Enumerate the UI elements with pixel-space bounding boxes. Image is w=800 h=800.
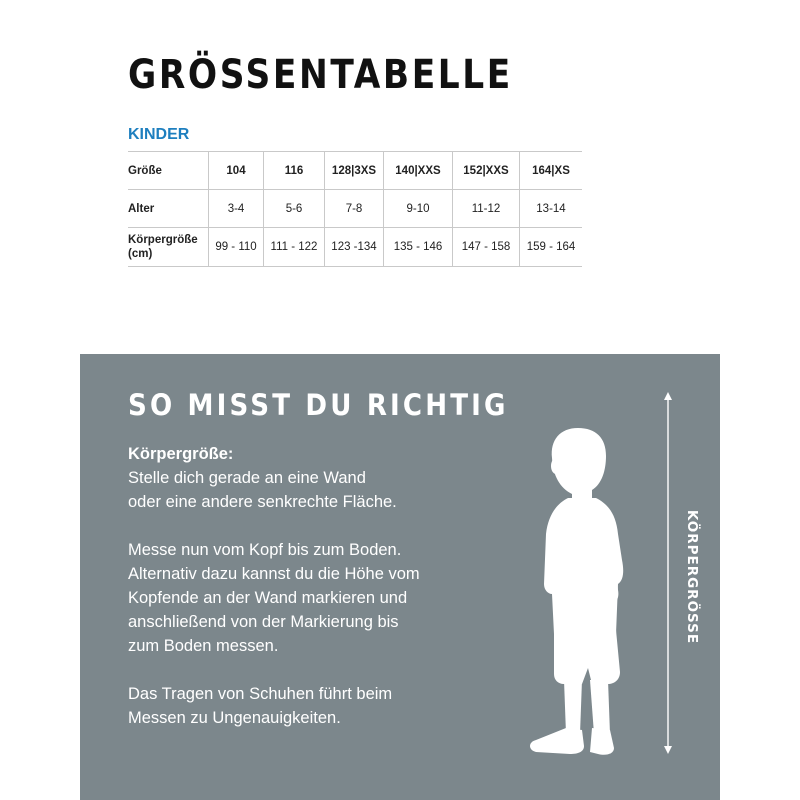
table-cell: 111 - 122 bbox=[264, 228, 325, 267]
height-axis-label bbox=[682, 502, 702, 652]
height-arrow-icon bbox=[664, 392, 672, 754]
table-row-size bbox=[128, 152, 582, 190]
measure-title: SO MISST DU RICHTIG bbox=[128, 388, 509, 422]
text-line: Das Tragen von Schuhen führt beim bbox=[128, 685, 393, 703]
table-cell: 152|XXS bbox=[453, 152, 520, 190]
paragraph-3 bbox=[128, 682, 488, 730]
table-cell: 9-10 bbox=[384, 190, 453, 228]
table-cell: 135 - 146 bbox=[384, 228, 453, 267]
table-cell: 3-4 bbox=[209, 190, 264, 228]
table-cell: 13-14 bbox=[520, 190, 583, 228]
text-line: Messe nun vom Kopf bis zum Boden. bbox=[128, 541, 402, 559]
child-silhouette-icon bbox=[520, 384, 660, 764]
table-row-age bbox=[128, 190, 582, 228]
table-cell: 159 - 164 bbox=[520, 228, 583, 267]
size-table bbox=[128, 151, 582, 267]
row-label: Alter bbox=[128, 190, 209, 228]
table-cell: 123 -134 bbox=[325, 228, 384, 267]
row-label-unit: (cm) bbox=[128, 248, 153, 260]
table-cell: 140|XXS bbox=[384, 152, 453, 190]
vertical-label-text: KÖRPERGRÖSSE bbox=[684, 509, 700, 645]
text-line: oder eine andere senkrechte Fläche. bbox=[128, 493, 397, 511]
measure-panel bbox=[80, 354, 720, 800]
text-line: anschließend von der Markierung bis bbox=[128, 613, 399, 631]
text-line: Messen zu Ungenauigkeiten. bbox=[128, 709, 341, 727]
table-row-height bbox=[128, 228, 582, 267]
table-cell: 5-6 bbox=[264, 190, 325, 228]
text-line: zum Boden messen. bbox=[128, 637, 279, 655]
page-title: GRÖSSENTABELLE bbox=[128, 52, 513, 98]
section-heading-kinder: KINDER bbox=[128, 126, 190, 143]
measure-subtitle: Körpergröße: bbox=[128, 445, 234, 463]
row-label bbox=[128, 228, 209, 267]
table-cell: 99 - 110 bbox=[209, 228, 264, 267]
table-cell: 11-12 bbox=[453, 190, 520, 228]
table-cell: 128|3XS bbox=[325, 152, 384, 190]
table-cell: 116 bbox=[264, 152, 325, 190]
row-label: Größe bbox=[128, 152, 209, 190]
paragraph-2 bbox=[128, 538, 488, 658]
text-line: Alternativ dazu kannst du die Höhe vom bbox=[128, 565, 420, 583]
table-cell: 104 bbox=[209, 152, 264, 190]
text-line: Kopfende an der Wand markieren und bbox=[128, 589, 408, 607]
table-cell: 164|XS bbox=[520, 152, 583, 190]
measure-instructions bbox=[128, 442, 488, 754]
table-cell: 7-8 bbox=[325, 190, 384, 228]
table-cell: 147 - 158 bbox=[453, 228, 520, 267]
paragraph-1 bbox=[128, 466, 488, 514]
text-line: Stelle dich gerade an eine Wand bbox=[128, 469, 366, 487]
row-label-line: Körpergröße bbox=[128, 234, 198, 246]
